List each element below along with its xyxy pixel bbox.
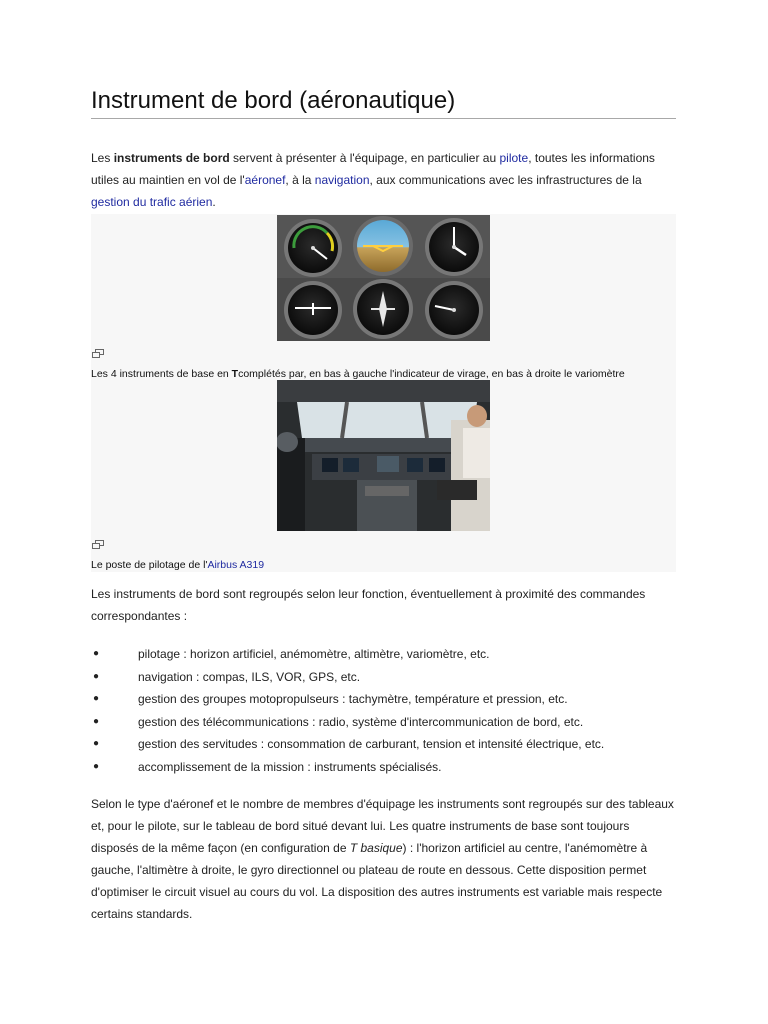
page-title: Instrument de bord (aéronautique) <box>91 86 676 119</box>
link-aeronef[interactable]: aéronef <box>244 173 286 187</box>
list-item <box>91 756 676 779</box>
list-item <box>91 688 676 711</box>
altimeter-gauge <box>425 218 483 276</box>
link-gestion-trafic[interactable]: gestion du trafic aérien <box>91 195 213 209</box>
intro-text-5: , aux communications avec les infrastructures de la <box>369 173 642 187</box>
bullet-icon: ● <box>93 760 100 772</box>
instrument-panel-illustration <box>277 215 490 341</box>
enlarge-icon[interactable] <box>92 540 104 549</box>
cockpit-image[interactable] <box>277 380 490 531</box>
list-item-text: gestion des groupes motopropulseurs : tachymètre, température et pression, etc. <box>138 692 568 706</box>
list-item-text: navigation : compas, ILS, VOR, GPS, etc. <box>138 669 361 684</box>
vertical-speed-indicator <box>425 281 483 339</box>
list-item <box>91 643 676 666</box>
turn-coordinator <box>284 281 342 339</box>
para3-italic-term: T basique <box>349 841 403 855</box>
instrument-groups-list <box>91 643 676 778</box>
list-item <box>91 711 676 734</box>
figure-box <box>91 214 676 572</box>
caption-2-text: Le poste de pilotage de l' <box>91 559 208 571</box>
layout-paragraph <box>91 793 676 925</box>
functions-paragraph: Les instruments de bord sont regroupés selon leur fonction, éventuellement à proximité des commandes correspondantes : <box>91 587 646 623</box>
attitude-indicator <box>353 216 413 276</box>
bullet-icon: ● <box>93 738 100 749</box>
intro-text-3: , toutes les informations utiles au maintien en vol de l' <box>91 151 655 187</box>
caption-1-text-b: complétés par, en bas à gauche l'indicateur de virage, en bas à droite le variomètre <box>238 368 625 380</box>
caption-1-bold: T <box>231 368 239 380</box>
enlarge-icon[interactable] <box>92 349 104 358</box>
intro-text-4: , à la <box>285 173 315 187</box>
figure-2-caption <box>91 559 264 572</box>
intro-paragraph <box>91 147 676 213</box>
bullet-icon: ● <box>93 693 100 704</box>
instrument-panel-image[interactable] <box>277 215 490 341</box>
para3-text-2: ) : l'horizon artificiel au centre, l'anémomètre à gauche, l'altimètre à droite, le gyro directionnel ou plateau de route en dessous. Cette disposition permet d'optimiser le circuit visuel au cours du vol. La disposition des autres instruments est variable mais respecte certains standards. <box>91 841 663 921</box>
para3-text-1: Selon le type d'aéronef et le nombre de membres d'équipage les instruments sont regroupés sur des tableaux et, pour le pilote, sur le tableau de bord situé devant lui. Les quatre instruments de base sont toujours disposés de la même façon (en configuration de <box>91 797 674 855</box>
intro-bold-term: instruments de bord <box>113 151 230 165</box>
airspeed-gauge <box>284 219 342 277</box>
bullet-icon: ● <box>93 715 100 727</box>
list-item-text: accomplissement de la mission : instruments spécialisés. <box>138 759 442 774</box>
heading-indicator <box>353 279 413 339</box>
list-item <box>91 733 676 756</box>
intro-text-1: Les <box>91 151 114 165</box>
intro-text-2: servent à présenter à l'équipage, en particulier au <box>229 151 500 165</box>
link-pilote[interactable]: pilote <box>499 151 529 165</box>
list-item-text: gestion des télécommunications : radio, système d'intercommunication de bord, etc. <box>138 714 584 729</box>
list-item-text: gestion des servitudes : consommation de carburant, tension et intensité électrique, etc. <box>138 737 605 751</box>
cockpit-illustration <box>277 380 490 531</box>
caption-1-text-a: Les 4 instruments de base en <box>91 368 232 380</box>
bullet-icon: ● <box>93 648 100 659</box>
link-navigation[interactable]: navigation <box>314 173 370 187</box>
bullet-icon: ● <box>93 670 100 682</box>
list-item <box>91 666 676 689</box>
list-item-text: pilotage : horizon artificiel, anémomètre, altimètre, variomètre, etc. <box>138 647 490 661</box>
intro-text-6: . <box>212 195 216 209</box>
link-airbus-a319[interactable]: Airbus A319 <box>207 559 265 571</box>
